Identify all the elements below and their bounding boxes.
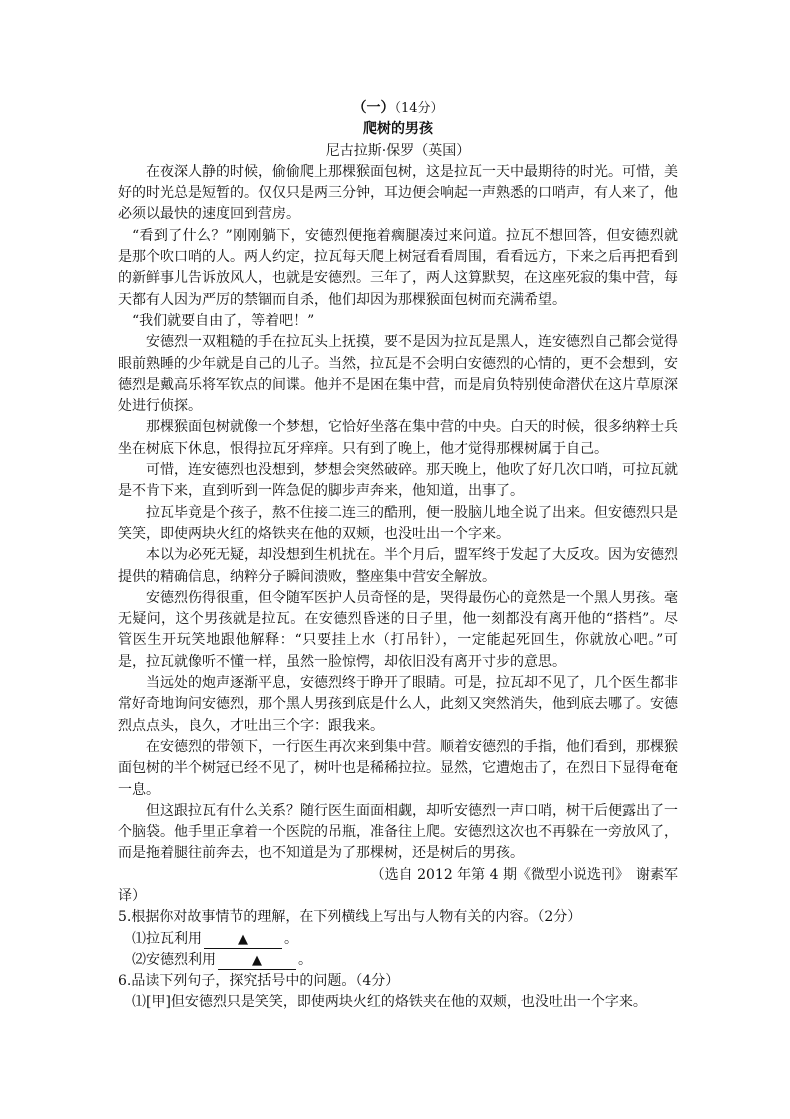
question-5-item-1-end: 。 — [284, 930, 298, 947]
paragraph-4: 安德烈一双粗糙的手在拉瓦头上抚摸，要不是因为拉瓦是黑人，连安德烈自己都会觉得眼前熟睡的少年就是自己的儿子。当然，拉瓦是不会明白安德烈的心情的，更不会想到，安德烈是戴高乐将军钦点的间谍。他并不是困在集中营，而是肩负特别使命潜伏在这片草原深处进行侦探。 — [118, 334, 678, 415]
question-5-item-2-end: 。 — [298, 951, 312, 968]
source-citation: （选自 2012 年第 4 期《微型小说选刊》 谢素军 — [370, 866, 678, 883]
section-score: （14分） — [394, 101, 444, 116]
story-author: 尼古拉斯·保罗（英国） — [325, 142, 471, 159]
question-5-prompt: 5.根据你对故事情节的理解，在下列横线上写出与人物有关的内容。（2分） — [118, 909, 582, 926]
story-title: 爬树的男孩 — [363, 121, 433, 138]
paragraph-2: “看到了什么？”刚刚躺下，安德烈便拖着瘸腿凑过来问道。拉瓦不想回答，但安德烈就是那个吹口哨的人。两人约定，拉瓦每天爬上树冠看看周围，看看远方，下来之后再把看到的新鲜事儿告诉放风人，也就是安德烈。三年了，两人这算默契，在这座死寂的集中营，每天都有人因为严厉的禁锢而自杀，他们却因为那棵猴面包树而充满希望。 — [118, 227, 678, 308]
section-number: （一） — [352, 100, 395, 116]
paragraph-7: 拉瓦毕竟是个孩子，熬不住接二连三的酷刑，便一股脑儿地全说了出来。但安德烈只是笑笑，即使两块火红的烙铁夹在他的双颊，也没吐出一个字来。 — [118, 504, 678, 542]
answer-blank-1[interactable] — [204, 931, 282, 949]
paragraph-10: 当远处的炮声逐渐平息，安德烈终于睁开了眼睛。可是，拉瓦却不见了，几个医生都非常好奇地询问安德烈，那个黑人男孩到底是什么人，此刻又突然消失，他到底去哪了。安德烈点点头，良久，才吐出三个字：跟我来。 — [118, 675, 678, 734]
document-page — [118, 98, 678, 1014]
question-5-item-1-label: ⑴拉瓦利用 — [132, 930, 202, 947]
question-5-item-2 — [132, 950, 678, 971]
paragraph-5: 那棵猴面包树就像一个梦想，它恰好坐落在集中营的中央。白天的时候，很多纳粹士兵坐在树底下休息，恨得拉瓦牙痒痒。只有到了晚上，他才觉得那棵树属于自己。 — [118, 419, 678, 457]
source-citation-tail: 译） — [118, 887, 146, 904]
question-5-item-1 — [132, 929, 678, 950]
paragraph-11: 在安德烈的带领下，一行医生再次来到集中营。顺着安德烈的手指，他们看到，那棵猴面包树的半个树冠已经不见了，树叶也是稀稀拉拉。显然，它遭炮击了，在烈日下显得奄奄一息。 — [118, 738, 678, 798]
paragraph-3: “我们就要自由了，等着吧！” — [132, 312, 315, 329]
paragraph-6: 可惜，连安德烈也没想到，梦想会突然破碎。那天晚上，他吹了好几次口哨，可拉瓦就是不肯下来，直到听到一阵急促的脚步声奔来，他知道，出事了。 — [118, 462, 678, 500]
triangle-marker-icon: ▲ — [238, 931, 248, 947]
question-5-item-2-label: ⑵安德烈利用 — [132, 951, 216, 968]
triangle-marker-icon: ▲ — [252, 952, 262, 968]
section-heading — [118, 98, 678, 119]
paragraph-1: 在夜深人静的时候，偷偷爬上那棵猴面包树，这是拉瓦一天中最期待的时光。可惜，美好的时光总是短暂的。仅仅只是两三分钟，耳边便会响起一声熟悉的口哨声，有人来了，他必须以最快的速度回到营房。 — [118, 163, 678, 223]
question-6-prompt: 6.品读下列句子，探究括号中的问题。（4分） — [118, 973, 400, 990]
question-6-item-1: ⑴[甲]但安德烈只是笑笑，即使两块火红的烙铁夹在他的双颊，也没吐出一个字来。 — [132, 994, 647, 1011]
paragraph-12: 但这跟拉瓦有什么关系？随行医生面面相觑，却听安德烈一声口哨，树干后便露出了一个脑袋。他手里正拿着一个医院的吊瓶，准备往上爬。安德烈这次也不再躲在一旁放风了，而是拖着腿往前奔去，也不知道是为了那棵树，还是树后的男孩。 — [118, 802, 678, 862]
answer-blank-2[interactable] — [218, 952, 296, 970]
paragraph-9: 安德烈伤得很重，但令随军医护人员奇怪的是，哭得最伤心的竟然是一个黑人男孩。毫无疑问，这个男孩就是拉瓦。在安德烈昏迷的日子里，他一刻都没有离开他的“搭档”。尽管医生开玩笑地跟他解释：“只要挂上水（打吊针），一定能起死回生，你就放心吧。”可是，拉瓦就像听不懂一样，虽然一脸惊愕，却依旧没有离开寸步的意思。 — [118, 589, 678, 670]
paragraph-8: 本以为必死无疑，却没想到生机扰在。半个月后，盟军终于发起了大反攻。因为安德烈提供的精确信息，纳粹分子瞬间溃败，整座集中营安全解放。 — [118, 547, 678, 585]
